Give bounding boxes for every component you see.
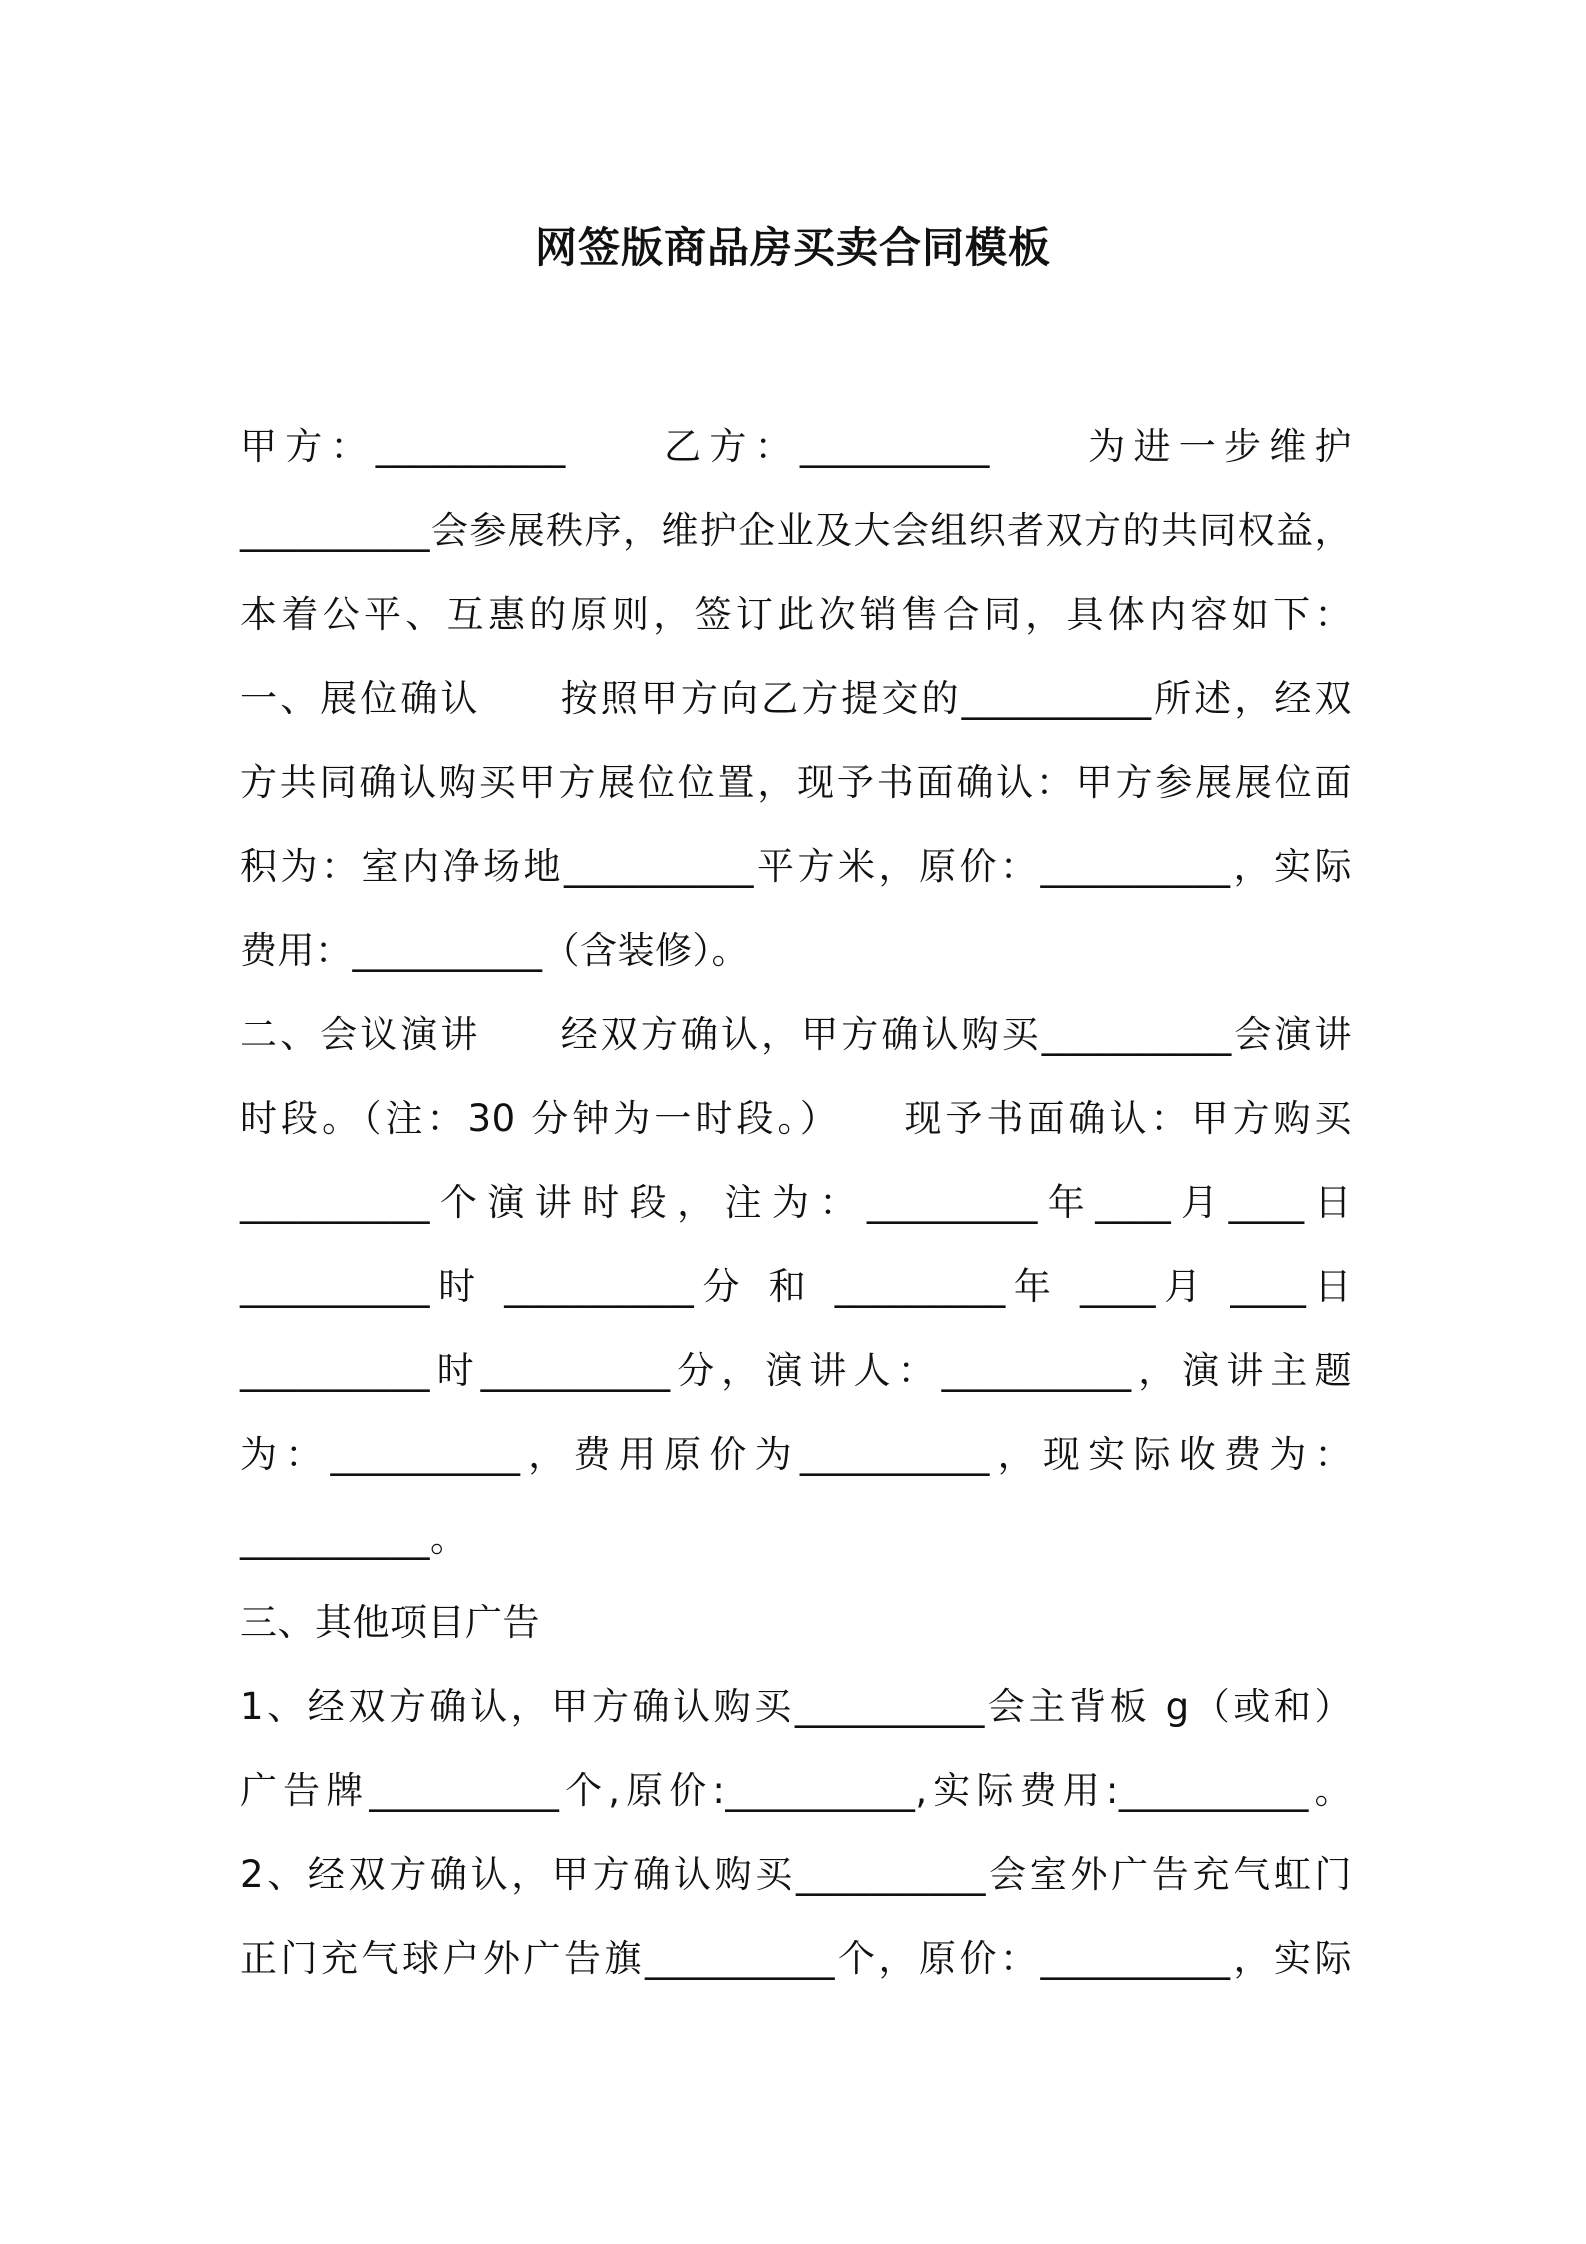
- body-line: 一、展位确认 按照甲方向乙方提交的__________所述，经双: [240, 677, 1352, 720]
- body-line: 为：__________，费用原价为__________，现实际收费为：: [240, 1433, 1352, 1476]
- body-line: __________会参展秩序，维护企业及大会组织者双方的共同权益，: [240, 509, 1352, 552]
- body-line: 时段。（注：30 分钟为一时段。） 现予书面确认：甲方购买: [240, 1097, 1352, 1140]
- body-line: 1、经双方确认，甲方确认购买__________会主背板 g（或和）: [240, 1685, 1352, 1728]
- body-line: __________个演讲时段，注为：_________年____月____日: [240, 1181, 1352, 1224]
- body-line: 广告牌__________个,原价:__________,实际费用:__________。: [240, 1769, 1352, 1812]
- body-line: __________时 __________分 和 _________年 ____月 ____日: [240, 1265, 1352, 1308]
- body-line: __________。: [240, 1517, 468, 1560]
- document-body: [240, 405, 1352, 2001]
- body-line: 方共同确认购买甲方展位位置，现予书面确认：甲方参展展位面: [240, 761, 1352, 804]
- body-line: __________时__________分，演讲人：__________，演讲主题: [240, 1349, 1352, 1392]
- body-line: 本着公平、互惠的原则，签订此次销售合同，具体内容如下：: [240, 593, 1352, 636]
- body-line: 二、会议演讲 经双方确认，甲方确认购买__________会演讲: [240, 1013, 1352, 1056]
- section-heading: 三、其他项目广告: [240, 1601, 540, 1644]
- body-line: 2、经双方确认，甲方确认购买__________会室外广告充气虹门: [240, 1853, 1352, 1896]
- document-title: 网签版商品房买卖合同模板: [534, 223, 1051, 272]
- body-line: 费用：__________（含装修）。: [240, 929, 749, 972]
- body-line: 积为：室内净场地__________平方米，原价：__________，实际: [240, 845, 1352, 888]
- body-line: 正门充气球户外广告旗__________个，原价：__________，实际: [240, 1937, 1352, 1980]
- body-line: 甲方：__________ 乙方：__________ 为进一步维护: [240, 425, 1352, 468]
